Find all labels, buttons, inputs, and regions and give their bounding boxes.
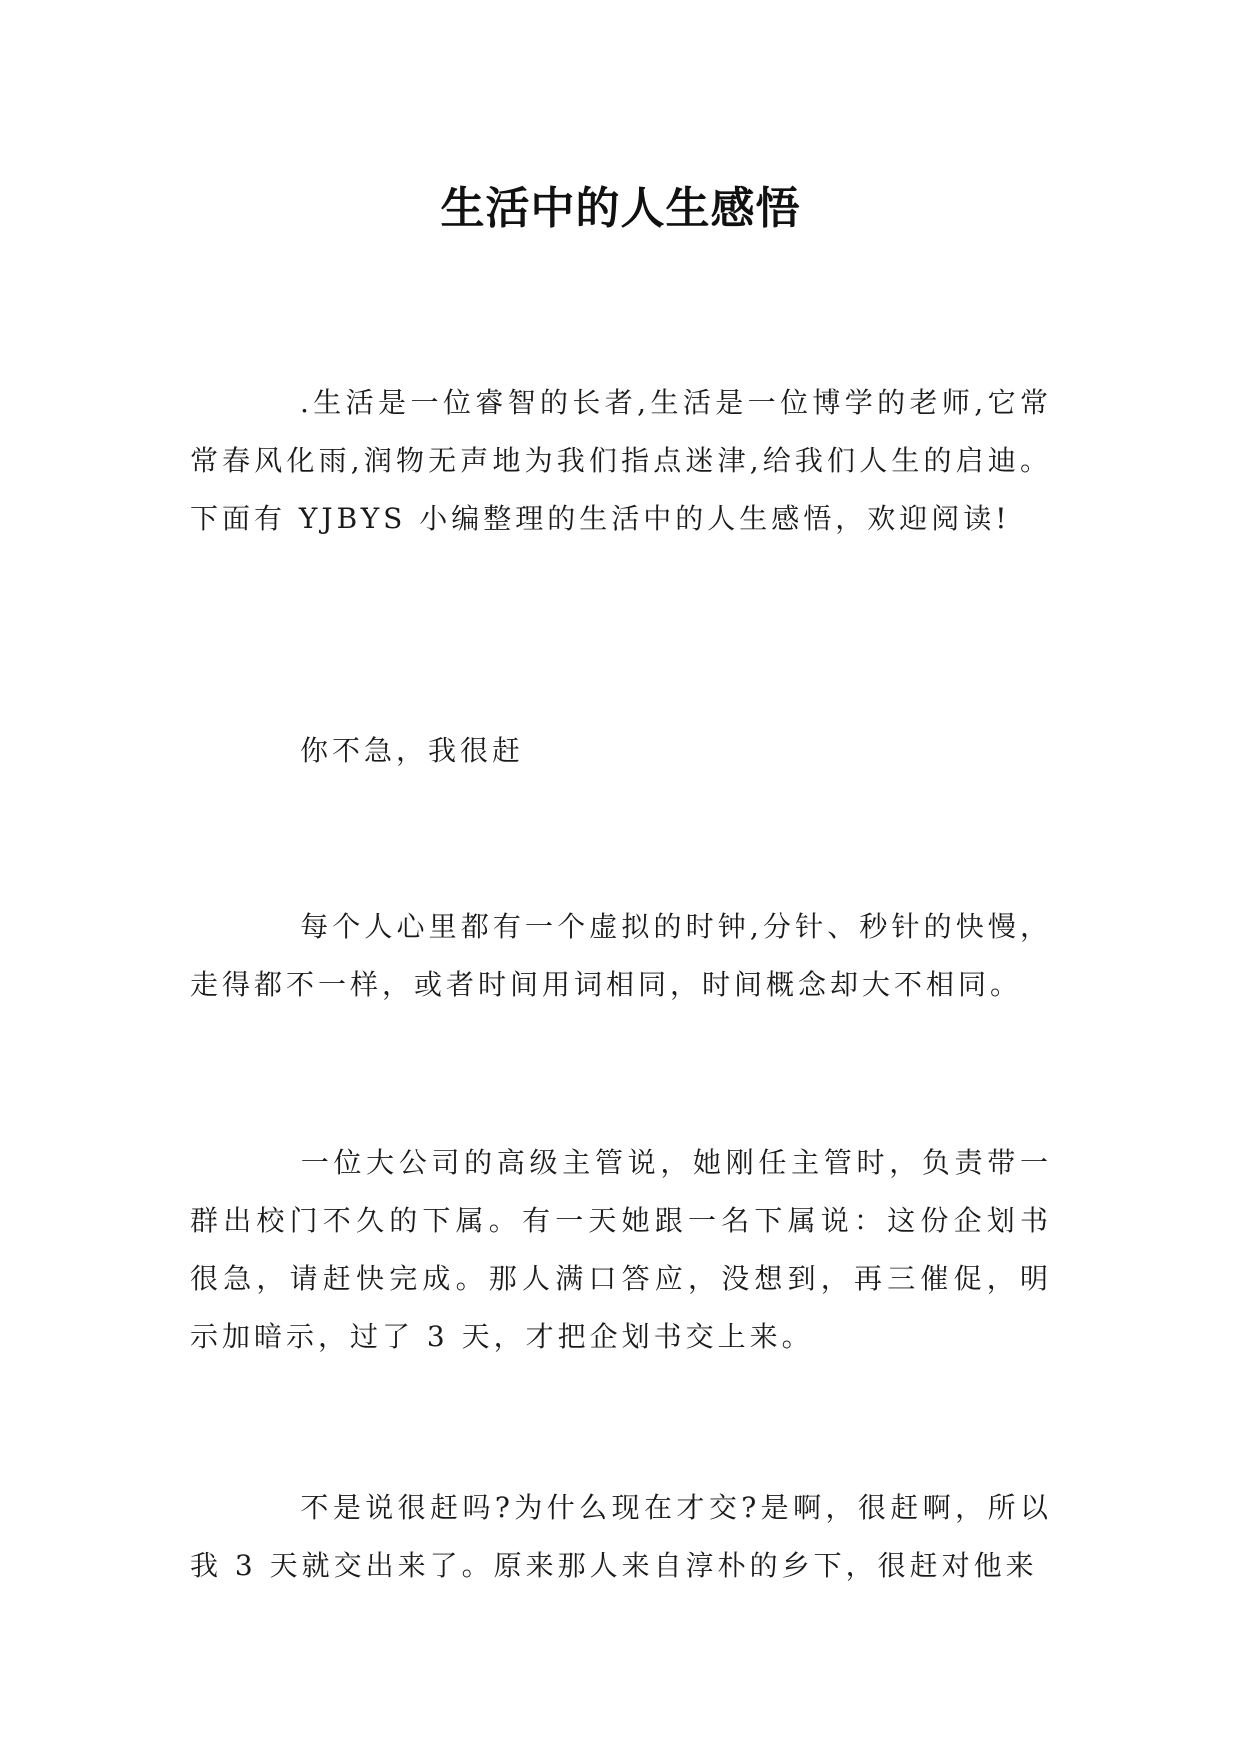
paragraph-text: 每个人心里都有一个虚拟的时钟,分针、秒针的快慢，走得都不一样，或者时间用词相同，时间概念却大不相同。: [190, 910, 1052, 1001]
paragraph-dialogue: [190, 1479, 1052, 1595]
section-heading: [190, 722, 1052, 780]
paragraph-text: .生活是一位睿智的长者,生活是一位博学的老师,它常常春风化雨,润物无声地为我们指点迷津,给我们人生的启迪。下面有 YJBYS 小编整理的生活中的人生感悟，欢迎阅读!: [190, 386, 1052, 535]
paragraph-intro: [190, 374, 1052, 548]
paragraph-clock: [190, 898, 1052, 1014]
paragraph-text: 不是说很赶吗?为什么现在才交?是啊，很赶啊，所以我 3 天就交出来了。原来那人来自淳朴的乡下，很赶对他来: [190, 1491, 1052, 1582]
paragraph-text: 你不急，我很赶: [300, 734, 525, 767]
document-title: 生活中的人生感悟: [440, 183, 801, 235]
paragraph-manager-story: [190, 1134, 1052, 1366]
paragraph-text: 一位大公司的高级主管说，她刚任主管时，负责带一群出校门不久的下属。有一天她跟一名下属说：这份企划书很急，请赶快完成。那人满口答应，没想到，再三催促，明示加暗示，过了 3 天，才把企划书交上来。: [190, 1146, 1052, 1353]
